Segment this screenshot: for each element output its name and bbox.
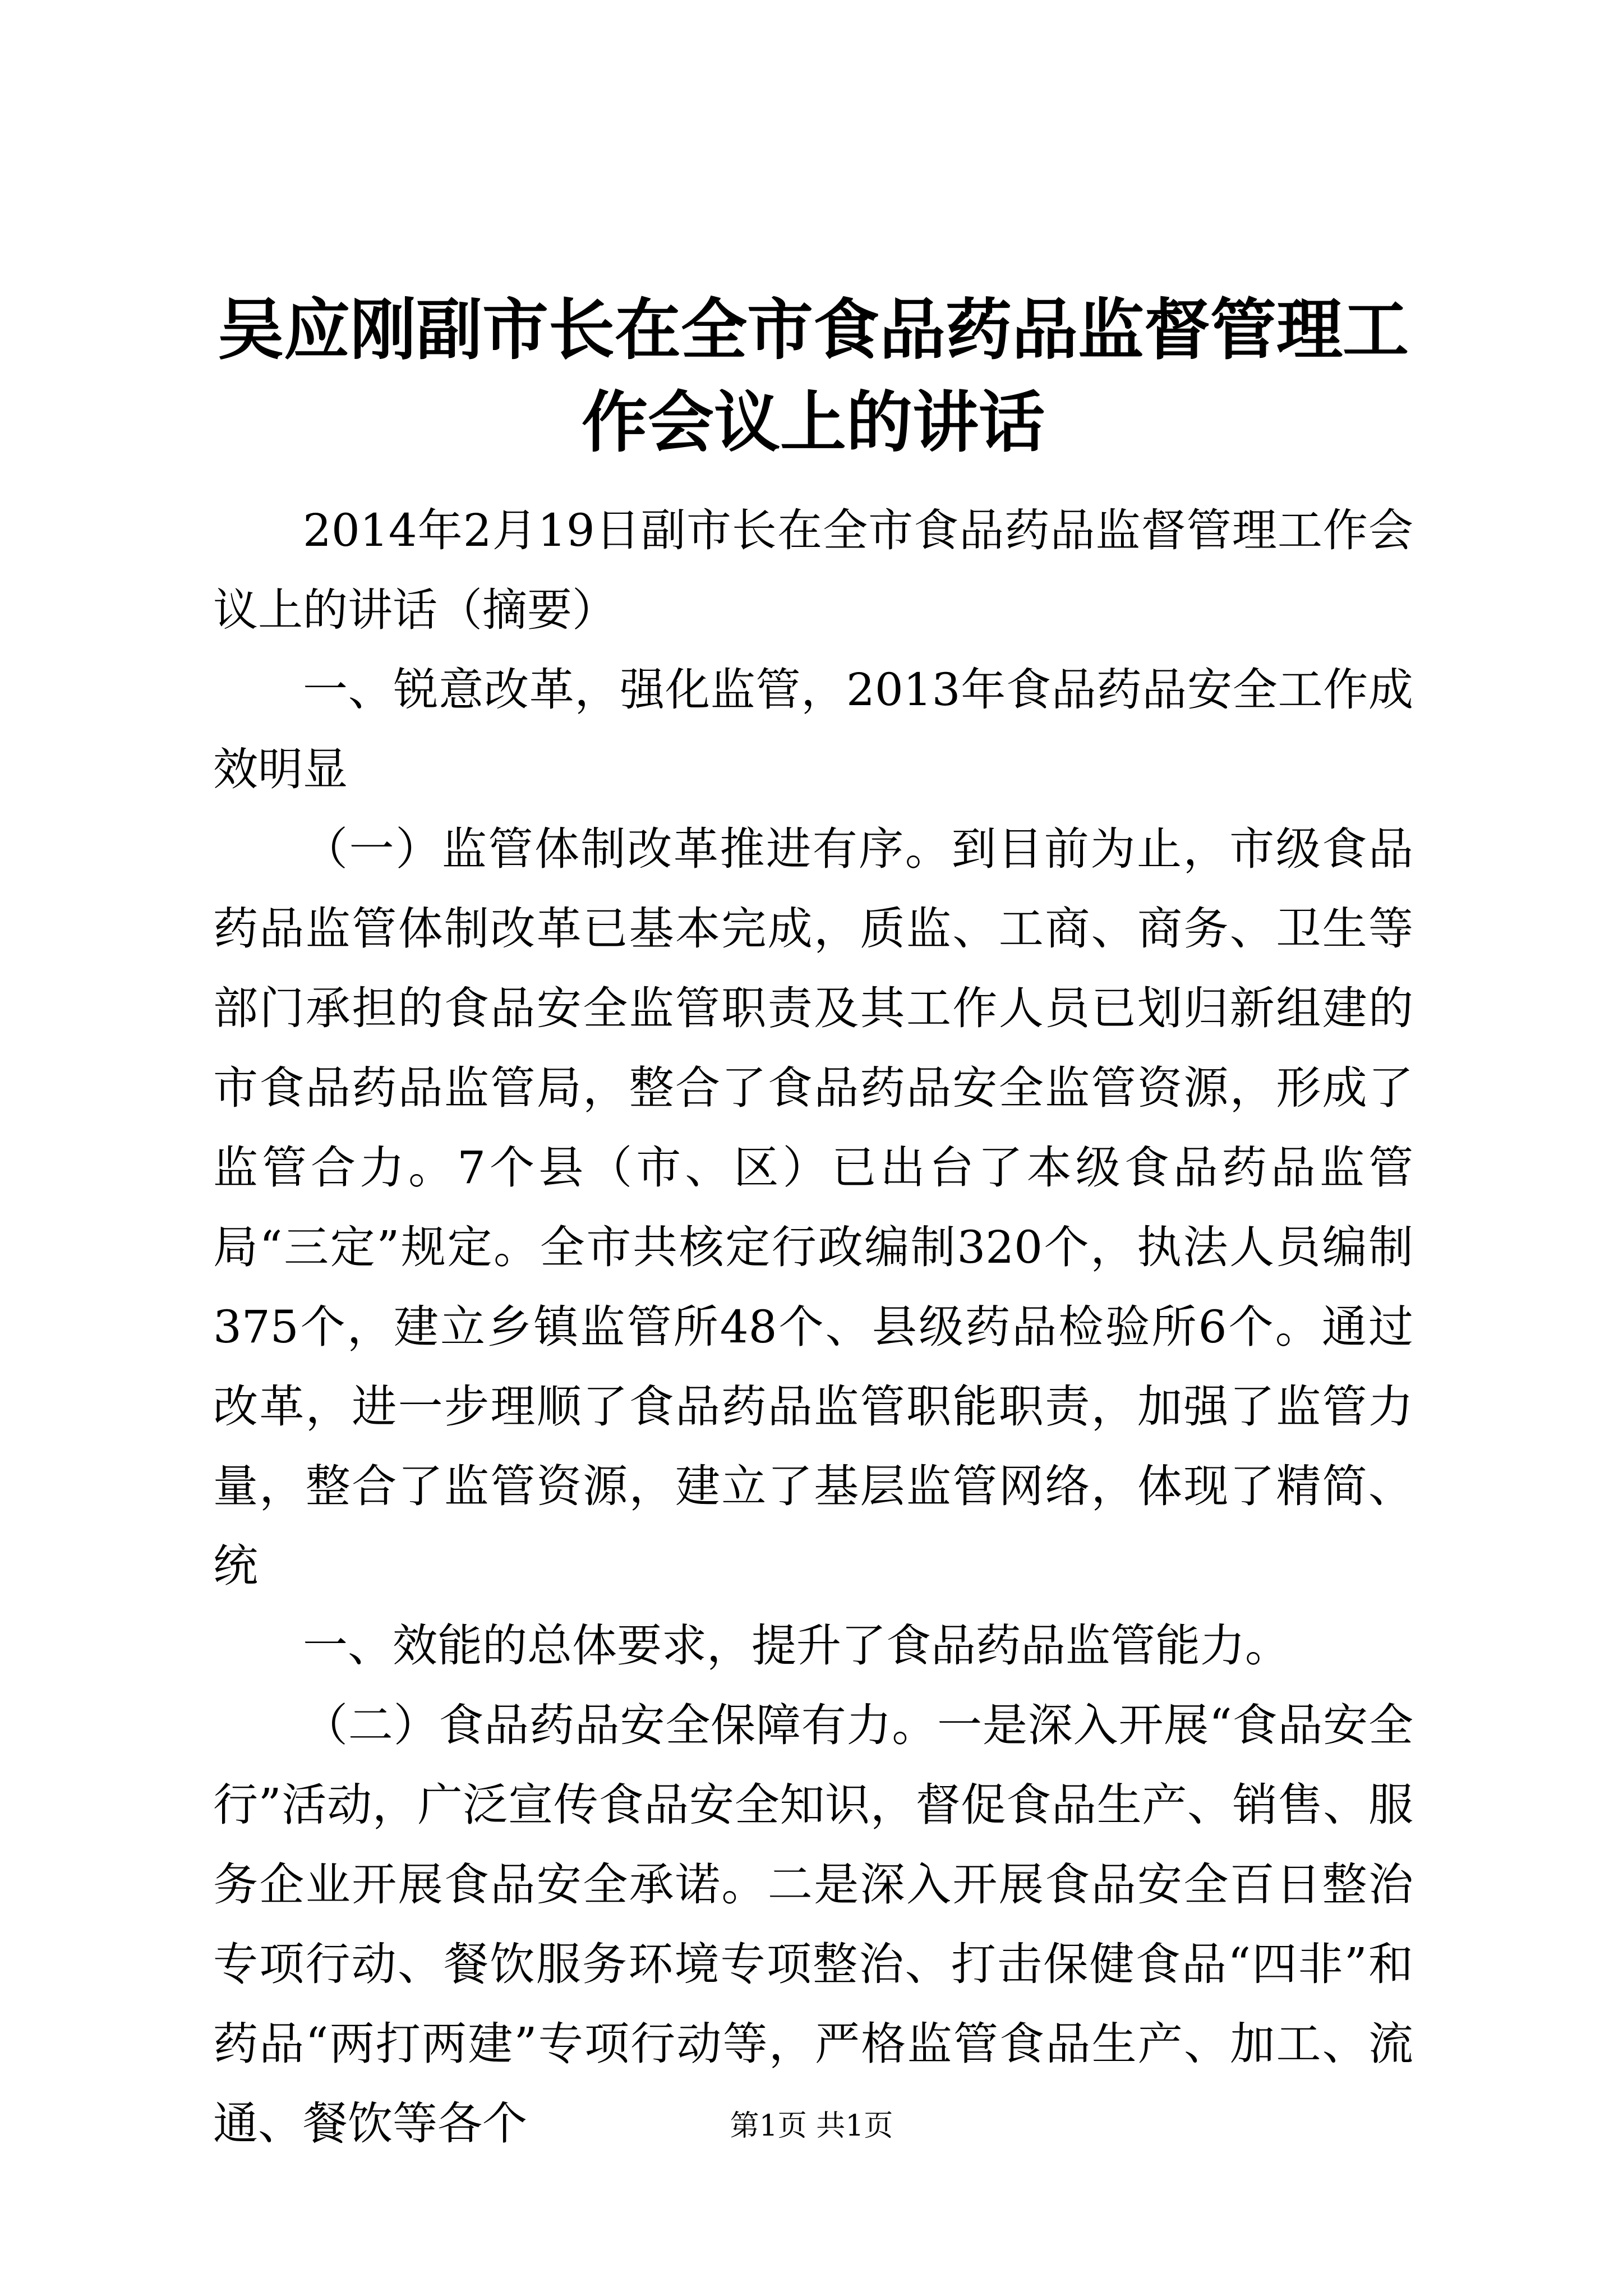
paragraph-section-heading: 一、锐意改革，强化监管，2013年食品药品安全工作成效明显 (213, 664, 1413, 795)
document-body (213, 491, 1413, 2164)
paragraph-food-safety: （二）食品药品安全保障有力。一是深入开展“食品安全行”活动，广泛宣传食品安全知识，督促食品生产、销售、服务企业开展食品安全承诺。二是深入开展食品安全百日整治专项行动、餐饮服务环境专项整治、打击保健食品“四非”和药品“两打两建”专项行动等，严格监管食品生产、加工、流通、餐饮等各个 (213, 1699, 1413, 2150)
paragraph-reform: （一）监管体制改革推进有序。到目前为止，市级食品药品监管体制改革已基本完成，质监、工商、商务、卫生等部门承担的食品安全监管职责及其工作人员已划归新组建的市食品药品监管局，整合了食品药品安全监管资源，形成了监管合力。7个县（市、区）已出台了本级食品药品监管局“三定”规定。全市共核定行政编制320个，执法人员编制375个，建立乡镇监管所48个、县级药品检验所6个。通过改革，进一步理顺了食品药品监管职能职责，加强了监管力量，整合了监管资源，建立了基层监管网络，体现了精简、统 (213, 823, 1413, 1592)
paragraph-efficiency: 一、效能的总体要求，提升了食品药品监管能力。 (303, 1619, 1290, 1672)
paragraph-date-summary: 2014年2月19日副市长在全市食品药品监督管理工作会议上的讲话（摘要） (213, 504, 1413, 636)
document-title: 吴应刚副市长在全市食品药品监督管理工作会议上的讲话 (217, 291, 1409, 461)
page-footer: 第1页 共1页 (730, 2109, 893, 2143)
